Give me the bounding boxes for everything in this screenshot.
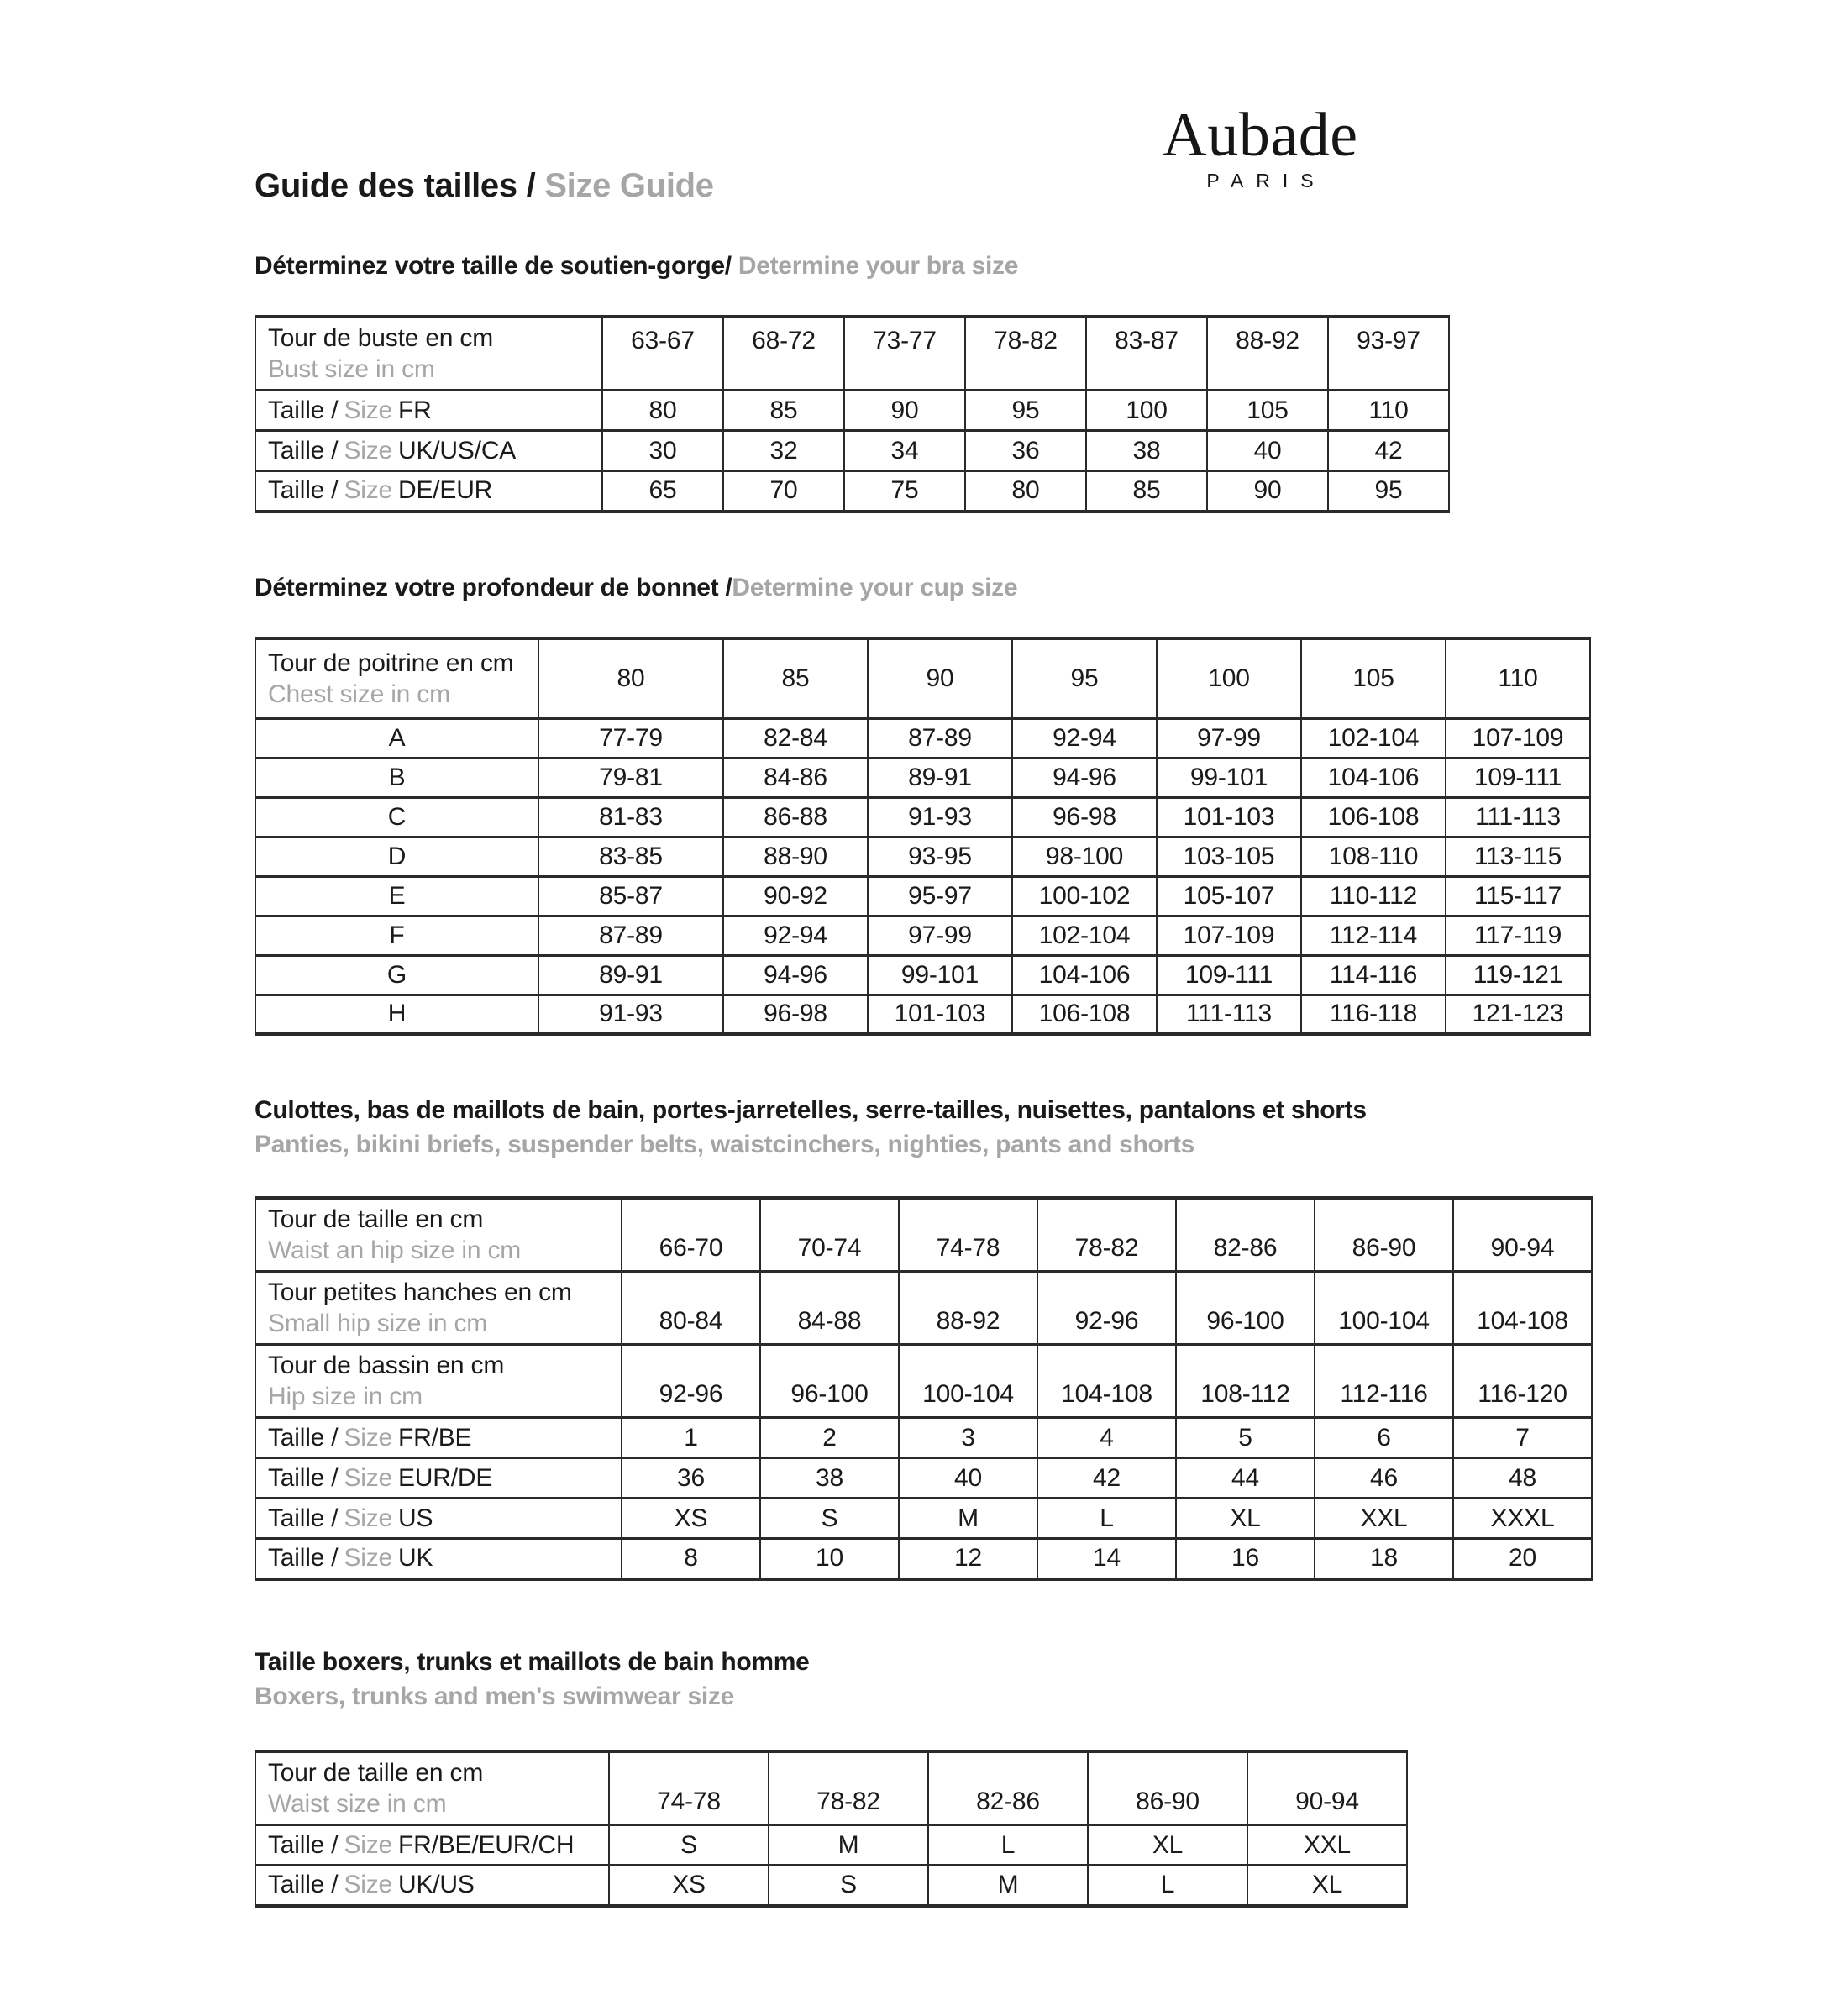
table-row [255, 1418, 1592, 1458]
value-cell: 12 [899, 1539, 1037, 1579]
value-cell: 91-93 [868, 797, 1012, 837]
table-row [255, 1825, 1407, 1866]
value-cell: S [769, 1866, 928, 1906]
cup-label-cell: B [255, 758, 538, 797]
row-label-fr: Taille / [268, 1504, 339, 1532]
value-cell: 70-74 [760, 1198, 899, 1272]
value-cell: 98-100 [1012, 837, 1157, 876]
value-cell: 121-123 [1446, 995, 1590, 1034]
value-cell: 89-91 [868, 758, 1012, 797]
value-cell: 80-84 [622, 1272, 760, 1345]
value-cell: 85 [723, 391, 844, 431]
value-cell: 81-83 [538, 797, 723, 837]
row-label-region: FR/BE/EUR/CH [398, 1830, 575, 1859]
value-cell: 66-70 [622, 1198, 760, 1272]
heading-en: Boxers, trunks and men's swimwear size [255, 1683, 734, 1710]
value-cell: 44 [1176, 1458, 1315, 1499]
value-cell: 8 [622, 1539, 760, 1579]
value-cell: 99-101 [1157, 758, 1301, 797]
cup-label-cell: C [255, 797, 538, 837]
table-row [255, 876, 1590, 916]
section-heading-bra-size [255, 249, 1018, 283]
table-row [255, 797, 1590, 837]
row-label-en: Chest size in cm [268, 680, 450, 708]
table-row [255, 837, 1590, 876]
value-cell: 84-88 [760, 1272, 899, 1345]
heading-fr: Taille boxers, trunks et maillots de bain homme [255, 1648, 810, 1676]
value-cell: L [1088, 1866, 1247, 1906]
heading-en: Panties, bikini briefs, suspender belts, waistcinchers, nighties, pants and shorts [255, 1131, 1195, 1158]
size-label-cell [255, 431, 602, 471]
value-cell: 87-89 [868, 718, 1012, 758]
value-cell: 42 [1037, 1458, 1176, 1499]
value-cell: 90 [868, 638, 1012, 718]
table-row [255, 1866, 1407, 1906]
row-label-en: Size [344, 476, 392, 505]
value-cell: 89-91 [538, 955, 723, 995]
mens-size-table [255, 1750, 1408, 1908]
value-cell: 90-92 [723, 876, 868, 916]
value-cell: 116-118 [1301, 995, 1446, 1034]
row-label-region: UK/US [398, 1871, 475, 1899]
row-label-en: Size [344, 1871, 392, 1899]
value-cell: 99-101 [868, 955, 1012, 995]
row-label-fr: Taille / [268, 476, 339, 505]
row-label-en: Hip size in cm [268, 1383, 423, 1410]
row-label-fr: Taille / [268, 1871, 339, 1899]
value-cell: 86-90 [1315, 1198, 1453, 1272]
table-row [255, 1458, 1592, 1499]
value-cell: L [928, 1825, 1088, 1866]
row-label-en: Size [344, 1423, 392, 1452]
value-cell: 36 [622, 1458, 760, 1499]
size-label-cell [255, 1499, 622, 1539]
value-cell: XL [1088, 1825, 1247, 1866]
value-cell: 95 [1012, 638, 1157, 718]
row-label-en: Size [344, 436, 392, 465]
value-cell: XL [1247, 1866, 1407, 1906]
value-cell: 96-100 [760, 1345, 899, 1418]
value-cell: 104-106 [1301, 758, 1446, 797]
value-cell: 68-72 [723, 317, 844, 391]
value-cell: 74-78 [609, 1751, 769, 1825]
value-cell: 112-114 [1301, 916, 1446, 955]
value-cell: 42 [1328, 431, 1449, 471]
row-label-fr: Taille / [268, 1830, 339, 1859]
cup-size-table [255, 637, 1591, 1036]
size-label-cell [255, 1418, 622, 1458]
value-cell: M [899, 1499, 1037, 1539]
value-cell: 20 [1453, 1539, 1592, 1579]
value-cell: 30 [602, 431, 723, 471]
size-label-cell [255, 1825, 609, 1866]
value-cell: 95-97 [868, 876, 1012, 916]
value-cell: 63-67 [602, 317, 723, 391]
value-cell: 90-94 [1453, 1198, 1592, 1272]
table-row [255, 638, 1590, 718]
value-cell: 100-104 [1315, 1272, 1453, 1345]
value-cell: 113-115 [1446, 837, 1590, 876]
value-cell: XXL [1247, 1825, 1407, 1866]
value-cell: 82-86 [928, 1751, 1088, 1825]
value-cell: 38 [1086, 431, 1207, 471]
value-cell: 38 [760, 1458, 899, 1499]
table-row [255, 1272, 1592, 1345]
value-cell: 87-89 [538, 916, 723, 955]
value-cell: 70 [723, 471, 844, 512]
value-cell: XXL [1315, 1499, 1453, 1539]
value-cell: 102-104 [1012, 916, 1157, 955]
value-cell: M [928, 1866, 1088, 1906]
value-cell: 34 [844, 431, 965, 471]
table-row [255, 1751, 1407, 1825]
size-label-cell [255, 1539, 622, 1579]
value-cell: 90 [1207, 471, 1328, 512]
value-cell: 82-86 [1176, 1198, 1315, 1272]
value-cell: 114-116 [1301, 955, 1446, 995]
value-cell: 105-107 [1157, 876, 1301, 916]
table-row [255, 317, 1449, 391]
value-cell: 94-96 [1012, 758, 1157, 797]
heading-fr: Déterminez votre profondeur de bonnet / [255, 574, 732, 601]
value-cell: 83-87 [1086, 317, 1207, 391]
row-label-region: DE/EUR [398, 476, 493, 505]
value-cell: 80 [965, 471, 1086, 512]
value-cell: 48 [1453, 1458, 1592, 1499]
table-row [255, 1499, 1592, 1539]
aubade-wordmark: Aubade [1162, 101, 1358, 170]
row-label-fr: Taille / [268, 396, 339, 424]
row-label-fr: Tour de poitrine en cm [268, 648, 514, 677]
row-label-fr: Tour de taille en cm [268, 1759, 484, 1787]
page-title [255, 165, 714, 206]
cup-label-cell: E [255, 876, 538, 916]
row-label-en: Small hip size in cm [268, 1310, 488, 1337]
value-cell: 95 [965, 391, 1086, 431]
value-cell: 85 [1086, 471, 1207, 512]
value-cell: 92-96 [622, 1345, 760, 1418]
value-cell: 105 [1207, 391, 1328, 431]
value-cell: 86-88 [723, 797, 868, 837]
value-cell: 110-112 [1301, 876, 1446, 916]
value-cell: 110 [1328, 391, 1449, 431]
section-heading-mens [255, 1645, 810, 1714]
measure-label-cell [255, 317, 602, 391]
value-cell: 93-95 [868, 837, 1012, 876]
cup-label-cell: A [255, 718, 538, 758]
value-cell: 96-100 [1176, 1272, 1315, 1345]
value-cell: 85 [723, 638, 868, 718]
value-cell: 104-106 [1012, 955, 1157, 995]
value-cell: 32 [723, 431, 844, 471]
table-row [255, 916, 1590, 955]
value-cell: 115-117 [1446, 876, 1590, 916]
table-row [255, 758, 1590, 797]
value-cell: 106-108 [1301, 797, 1446, 837]
value-cell: 77-79 [538, 718, 723, 758]
cup-label-cell: F [255, 916, 538, 955]
table-row [255, 955, 1590, 995]
value-cell: 117-119 [1446, 916, 1590, 955]
table-row [255, 718, 1590, 758]
measure-label-cell [255, 1345, 622, 1418]
value-cell: S [609, 1825, 769, 1866]
heading-fr: Culottes, bas de maillots de bain, portes-jarretelles, serre-tailles, nuisettes, pantalons et shorts [255, 1096, 1367, 1124]
value-cell: 88-90 [723, 837, 868, 876]
value-cell: 80 [538, 638, 723, 718]
value-cell: 96-98 [723, 995, 868, 1034]
value-cell: 97-99 [1157, 718, 1301, 758]
value-cell: 40 [1207, 431, 1328, 471]
value-cell: 105 [1301, 638, 1446, 718]
value-cell: 5 [1176, 1418, 1315, 1458]
value-cell: 103-105 [1157, 837, 1301, 876]
aubade-logo [1134, 101, 1386, 192]
measure-label-cell [255, 1272, 622, 1345]
table-row [255, 1198, 1592, 1272]
row-label-fr: Tour de buste en cm [268, 324, 494, 352]
page-title-fr: Guide des tailles / [255, 167, 536, 204]
row-label-en: Size [344, 1830, 392, 1859]
value-cell: 78-82 [1037, 1198, 1176, 1272]
value-cell: 106-108 [1012, 995, 1157, 1034]
value-cell: XL [1176, 1499, 1315, 1539]
row-label-fr: Taille / [268, 1423, 339, 1452]
value-cell: 101-103 [868, 995, 1012, 1034]
value-cell: 18 [1315, 1539, 1453, 1579]
row-label-region: UK/US/CA [398, 436, 517, 465]
value-cell: 102-104 [1301, 718, 1446, 758]
value-cell: 96-98 [1012, 797, 1157, 837]
value-cell: 95 [1328, 471, 1449, 512]
bra-band-size-table [255, 315, 1450, 513]
value-cell: 104-108 [1037, 1345, 1176, 1418]
value-cell: 78-82 [769, 1751, 928, 1825]
value-cell: 85-87 [538, 876, 723, 916]
value-cell: 65 [602, 471, 723, 512]
page-title-en: Size Guide [535, 167, 714, 204]
value-cell: 109-111 [1157, 955, 1301, 995]
cup-label-cell: G [255, 955, 538, 995]
row-label-fr: Taille / [268, 1463, 339, 1492]
measure-label-cell [255, 1198, 622, 1272]
value-cell: XXXL [1453, 1499, 1592, 1539]
row-label-fr: Taille / [268, 1544, 339, 1572]
size-label-cell [255, 391, 602, 431]
value-cell: 14 [1037, 1539, 1176, 1579]
row-label-en: Size [344, 1463, 392, 1492]
cup-label-cell: D [255, 837, 538, 876]
row-label-en: Waist size in cm [268, 1790, 447, 1818]
value-cell: 86-90 [1088, 1751, 1247, 1825]
value-cell: 90-94 [1247, 1751, 1407, 1825]
value-cell: 108-110 [1301, 837, 1446, 876]
row-label-region: FR [398, 396, 432, 424]
table-row [255, 995, 1590, 1034]
value-cell: 4 [1037, 1418, 1176, 1458]
value-cell: 107-109 [1157, 916, 1301, 955]
value-cell: M [769, 1825, 928, 1866]
value-cell: 79-81 [538, 758, 723, 797]
value-cell: 97-99 [868, 916, 1012, 955]
value-cell: 92-94 [1012, 718, 1157, 758]
row-label-region: EUR/DE [398, 1463, 493, 1492]
value-cell: 10 [760, 1539, 899, 1579]
value-cell: 3 [899, 1418, 1037, 1458]
value-cell: 110 [1446, 638, 1590, 718]
value-cell: 73-77 [844, 317, 965, 391]
value-cell: 16 [1176, 1539, 1315, 1579]
value-cell: 83-85 [538, 837, 723, 876]
value-cell: 111-113 [1157, 995, 1301, 1034]
heading-fr: Déterminez votre taille de soutien-gorge/ [255, 252, 732, 280]
value-cell: 74-78 [899, 1198, 1037, 1272]
value-cell: 119-121 [1446, 955, 1590, 995]
value-cell: 116-120 [1453, 1345, 1592, 1418]
measure-label-cell [255, 1751, 609, 1825]
value-cell: 100-104 [899, 1345, 1037, 1418]
value-cell: 92-96 [1037, 1272, 1176, 1345]
value-cell: 107-109 [1446, 718, 1590, 758]
size-label-cell [255, 1458, 622, 1499]
value-cell: 90 [844, 391, 965, 431]
row-label-fr: Tour de taille en cm [268, 1205, 484, 1233]
value-cell: XS [622, 1499, 760, 1539]
table-row [255, 391, 1449, 431]
value-cell: 40 [899, 1458, 1037, 1499]
table-row [255, 1539, 1592, 1579]
cup-label-cell: H [255, 995, 538, 1034]
value-cell: 78-82 [965, 317, 1086, 391]
row-label-region: US [398, 1504, 433, 1532]
value-cell: 80 [602, 391, 723, 431]
aubade-city-label: PARIS [1206, 170, 1326, 192]
heading-en: Determine your cup size [732, 574, 1018, 601]
row-label-fr: Tour de bassin en cm [268, 1352, 505, 1379]
value-cell: 88-92 [899, 1272, 1037, 1345]
bottoms-size-table [255, 1196, 1593, 1581]
value-cell: 104-108 [1453, 1272, 1592, 1345]
table-row [255, 1345, 1592, 1418]
row-label-fr: Taille / [268, 436, 339, 465]
value-cell: 91-93 [538, 995, 723, 1034]
value-cell: L [1037, 1499, 1176, 1539]
row-label-en: Bust size in cm [268, 355, 435, 383]
row-label-fr: Tour petites hanches en cm [268, 1278, 572, 1306]
value-cell: 88-92 [1207, 317, 1328, 391]
value-cell: 1 [622, 1418, 760, 1458]
value-cell: 101-103 [1157, 797, 1301, 837]
value-cell: 75 [844, 471, 965, 512]
row-label-en: Size [344, 1544, 392, 1572]
value-cell: 82-84 [723, 718, 868, 758]
value-cell: 36 [965, 431, 1086, 471]
value-cell: 100 [1086, 391, 1207, 431]
value-cell: 93-97 [1328, 317, 1449, 391]
heading-en: Determine your bra size [731, 252, 1019, 280]
row-label-en: Waist an hip size in cm [268, 1236, 522, 1264]
row-label-region: UK [398, 1544, 433, 1572]
size-label-cell [255, 1866, 609, 1906]
section-heading-cup-size [255, 570, 1017, 605]
section-heading-bottoms [255, 1093, 1367, 1162]
value-cell: 84-86 [723, 758, 868, 797]
value-cell: 2 [760, 1418, 899, 1458]
value-cell: S [760, 1499, 899, 1539]
table-row [255, 431, 1449, 471]
value-cell: 100-102 [1012, 876, 1157, 916]
value-cell: 6 [1315, 1418, 1453, 1458]
value-cell: 108-112 [1176, 1345, 1315, 1418]
value-cell: 46 [1315, 1458, 1453, 1499]
value-cell: 112-116 [1315, 1345, 1453, 1418]
value-cell: 7 [1453, 1418, 1592, 1458]
measure-label-cell [255, 638, 538, 718]
value-cell: 94-96 [723, 955, 868, 995]
row-label-region: FR/BE [398, 1423, 472, 1452]
value-cell: 109-111 [1446, 758, 1590, 797]
value-cell: 111-113 [1446, 797, 1590, 837]
size-label-cell [255, 471, 602, 512]
value-cell: 100 [1157, 638, 1301, 718]
value-cell: XS [609, 1866, 769, 1906]
table-row [255, 471, 1449, 512]
value-cell: 92-94 [723, 916, 868, 955]
row-label-en: Size [344, 396, 392, 424]
row-label-en: Size [344, 1504, 392, 1532]
